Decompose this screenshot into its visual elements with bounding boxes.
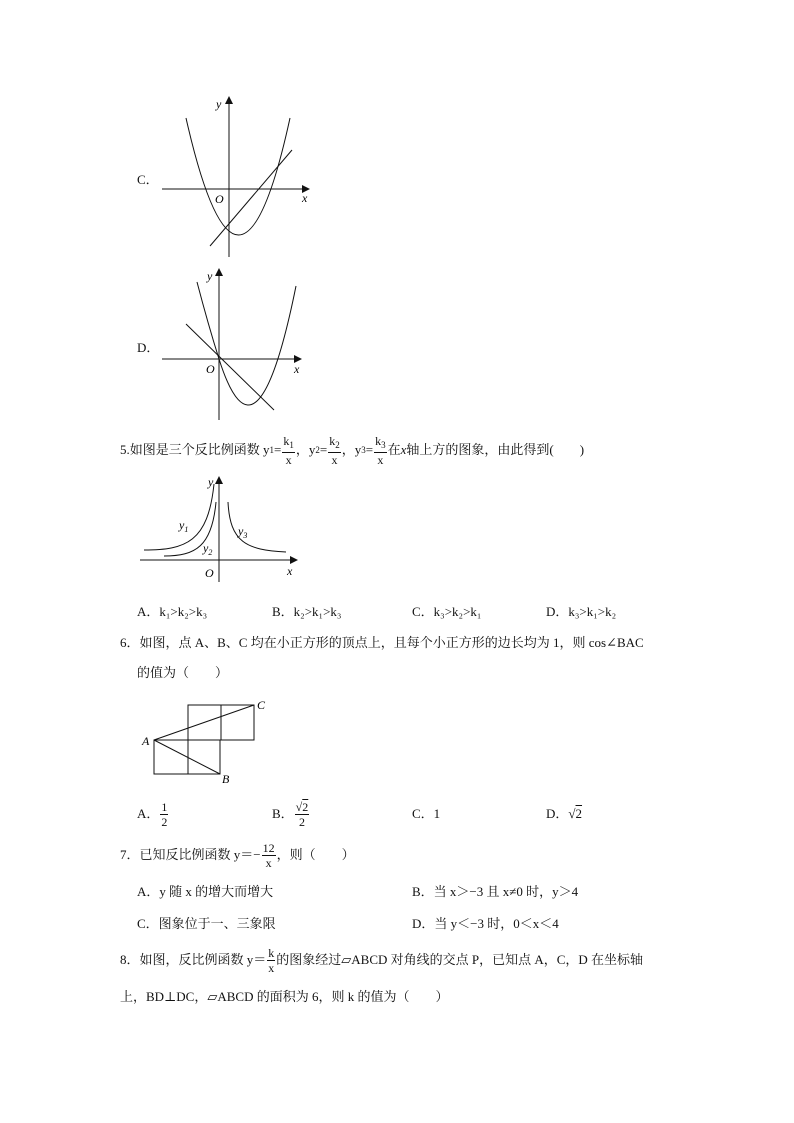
fraction-sqrt2-over-2: $\frac{√2}{2}$ xyxy=(295,799,309,829)
label-b: B xyxy=(222,772,230,786)
q7-option-a[interactable]: A．y 随 x 的增大而增大 xyxy=(137,884,274,899)
q5-graph xyxy=(136,472,306,584)
q5-option-a[interactable]: A．k₁>k₂>k₃ xyxy=(137,604,208,619)
q6-option-a[interactable]: A． $\frac{1}{2}$ xyxy=(137,799,168,829)
x-axis-label: x xyxy=(302,191,308,205)
origin-label: O xyxy=(215,192,224,206)
question-7-stem: 7．已知反比例函数 y＝− $\frac{12}{x}$ ，则（ ） xyxy=(120,840,355,870)
label-y1: $y_1$ xyxy=(179,518,189,534)
q5-y2: y xyxy=(308,442,316,457)
q7-option-c[interactable]: C．图象位于一、三象限 xyxy=(137,916,276,931)
question-6-line1: 6．如图，点 A、B、C 均在小正方形的顶点上，且每个小正方形的边长均为 1，则 cos∠BAC xyxy=(120,635,644,650)
origin-label: O xyxy=(205,566,214,580)
parabola xyxy=(219,286,296,405)
q5-option-c[interactable]: C．k₃>k₂>k₁ xyxy=(412,604,482,619)
origin-label: O xyxy=(206,362,215,376)
fraction-k3-x: $\frac{k_3}{x}$ xyxy=(375,433,386,467)
option-c-label: C． xyxy=(137,172,159,187)
q6-option-c[interactable]: C．1 xyxy=(412,806,441,821)
segment-ab xyxy=(154,740,220,774)
q6-grid-figure xyxy=(138,694,278,786)
q6-option-b[interactable]: B． $\frac{√2}{2}$ xyxy=(272,799,309,829)
parabola xyxy=(186,118,290,235)
fraction-k2-x: $\frac{k_2}{x}$ xyxy=(329,433,340,467)
fraction-k1-x: $\frac{k_1}{x}$ xyxy=(283,433,294,467)
q5-y1-sub: 1 xyxy=(269,445,275,455)
y-axis-label: y xyxy=(208,475,214,489)
y-axis-label: y xyxy=(216,97,222,111)
segment-ac xyxy=(154,705,254,740)
x-axis-label: x xyxy=(287,564,293,578)
question-6-line2: 的值为（ ） xyxy=(137,665,229,680)
line xyxy=(186,324,274,410)
graph-option-d xyxy=(150,264,320,424)
label-y2: $y_2$ xyxy=(203,541,213,557)
q5-number: 5. xyxy=(120,442,130,457)
q5-pre: 如图是三个反比例函数 y xyxy=(129,442,270,457)
fraction-12-over-x: $\frac{12}{x}$ xyxy=(262,840,275,870)
q5-sep: ， xyxy=(295,442,309,457)
q5-y3: y xyxy=(354,442,362,457)
graph-option-c xyxy=(150,92,320,262)
sqrt-icon: √ xyxy=(295,799,303,814)
label-a: A xyxy=(142,734,150,748)
option-d-label: D． xyxy=(137,340,160,355)
question-5-stem: 5. 如图是三个反比例函数 y 1 = $\frac{k_1}{x}$ ， y 2 = $\frac{k_2}{x}$ ， y 3 = $\frac{k_3}{x}$ 在 x 轴上方的图象，由此得到( ) xyxy=(120,433,585,467)
question-8-stem: 8．如图，反比例函数 y＝ $\frac{k}{x}$ 的图象经过▱ABCD 对角线的交点 P，已知点 A，C，D 在坐标轴 xyxy=(120,945,644,975)
sqrt-icon: √ xyxy=(568,806,576,821)
fraction-one-half: $\frac{1}{2}$ xyxy=(161,799,168,829)
x-axis-label: x xyxy=(294,362,300,376)
q6-option-d[interactable]: D．√2 xyxy=(546,806,583,821)
parabola-left-branch xyxy=(197,282,219,359)
label-y3: $y_3$ xyxy=(238,524,248,540)
question-8-line2: 上，BD⊥DC，▱ABCD 的面积为 6，则 k 的值为（ ） xyxy=(120,989,449,1004)
fraction-k-over-x: $\frac{k}{x}$ xyxy=(268,945,275,975)
q7-option-d[interactable]: D．当 y＜−3 时，0＜x＜4 xyxy=(412,916,559,931)
q5-option-d[interactable]: D．k₃>k₁>k₂ xyxy=(546,604,617,619)
curve-y3 xyxy=(228,502,286,552)
q5-option-b[interactable]: B．k₂>k₁>k₃ xyxy=(272,604,342,619)
label-c: C xyxy=(257,698,266,712)
q7-option-b[interactable]: B．当 x＞−3 且 x≠0 时，y＞4 xyxy=(412,884,579,899)
q5-eq: = xyxy=(274,442,282,457)
y-axis-label: y xyxy=(207,269,213,283)
